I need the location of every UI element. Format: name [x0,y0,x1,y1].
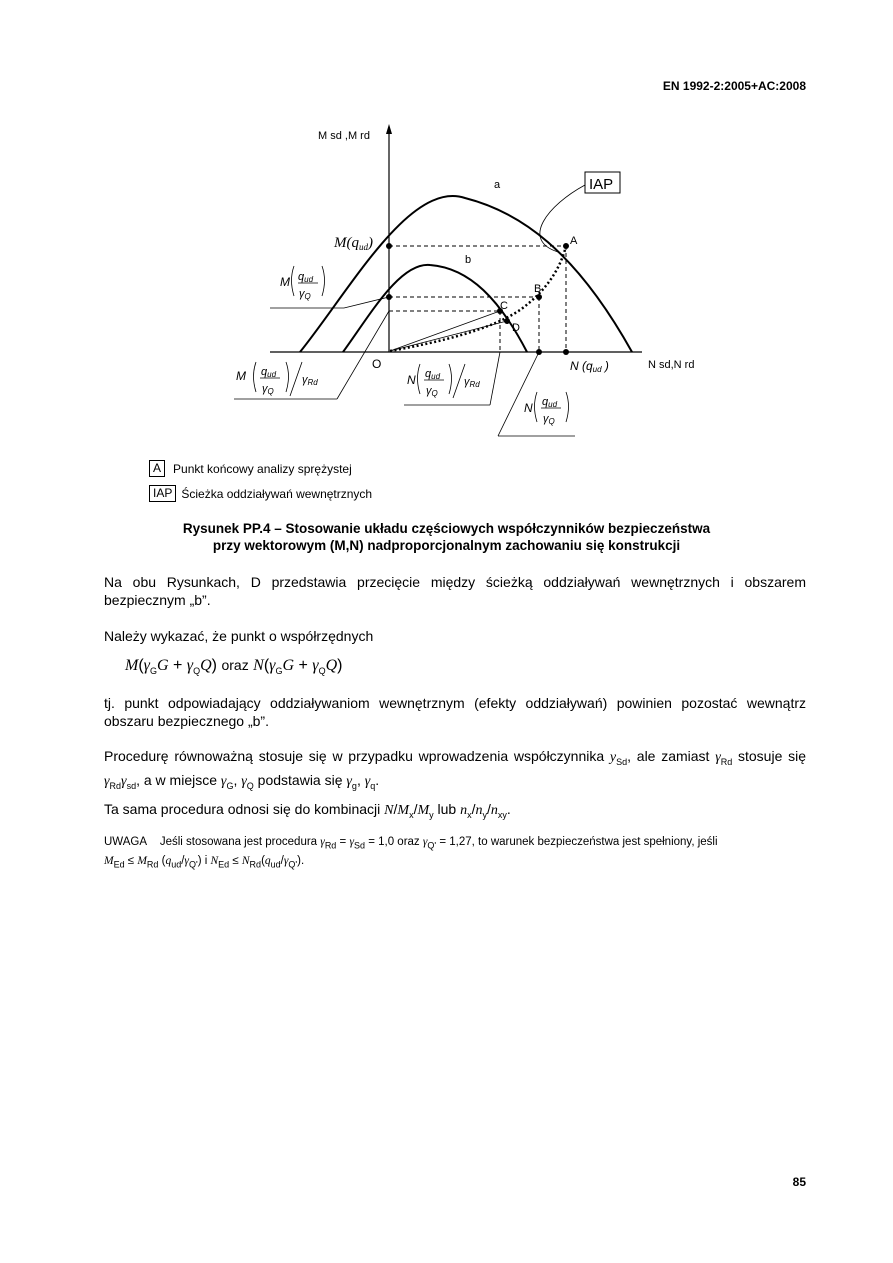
point-c-label: C [500,300,508,312]
interaction-diagram [0,0,893,450]
page-number: 85 [792,1175,806,1189]
svg-text:γQ: γQ [299,288,311,301]
x-axis-label: N sd,N rd [648,359,695,371]
paragraph-1: Na obu Rysunkach, D przedstawia przecięcie między ścieżką oddziaływań wewnętrznych i obszarem bezpiecznym „b”. [104,574,806,608]
paragraph-2: Należy wykazać, że punkt o współrzędnych [104,628,374,644]
svg-text:γRd: γRd [302,374,318,387]
point-b-label: B [534,283,542,295]
svg-text:qud: qud [298,271,314,284]
svg-text:M: M [236,369,246,383]
svg-text:γRd: γRd [464,376,480,389]
paragraph-5: Ta sama procedura odnosi się do kombinacji $N/M_x/M_y$ lub $n_x/n_y/n_{xy}$. [104,801,511,820]
legend-text: Ścieżka oddziaływań wewnętrznych [181,486,373,501]
svg-text:qud: qud [425,368,441,381]
curve-b-label: b [465,254,472,266]
iap-box-label: IAP [589,176,614,193]
legend-key: IAP [149,485,176,502]
svg-text:N: N [524,401,533,415]
point-d [504,318,510,324]
svg-text:γQ: γQ [543,413,555,426]
curve-a [300,196,632,352]
caption-line-1: Rysunek PP.4 – Stosowanie układu częściowych współczynników bezpieczeństwa [182,521,711,536]
document-header: EN 1992-2:2005+AC:2008 [662,79,806,93]
figure-caption [100,520,793,554]
point-axis-a [386,243,392,249]
leader-n-qud-gammaq-2 [498,352,539,436]
point-x-a [563,349,569,355]
label-n-qud-gammaq [524,392,569,426]
ray-to-c [390,311,500,351]
svg-text:qud: qud [261,366,277,379]
note-label: UWAGA [104,836,148,848]
svg-text:γQ: γQ [262,383,274,396]
label-m-qud: $M(q_{ud})$ [334,235,373,252]
point-d-label: D [512,322,520,334]
y-axis-label: M sd ,M rd [318,130,370,142]
svg-text:N: N [407,373,416,387]
label-n-qud-gammaq-gammard [407,364,480,398]
svg-text:γQ: γQ [426,385,438,398]
label-m-qud-gammaq [280,266,325,301]
origin-label: O [372,357,382,371]
legend-item-iap [149,485,372,502]
caption-line-2: przy wektorowym (M,N) nadproporcjonalnym zachowaniu się konstrukcji [212,538,681,553]
curve-a-label: a [494,179,501,191]
paragraph-3: tj. punkt odpowiadający oddziaływaniom wewnętrznym (efekty oddziaływań) powinien pozostać wewnątrz obszaru bezpiecznego „b”. [104,695,806,729]
leader-m-qud-gammaq-2 [344,297,389,308]
label-m-qud-gammaq-gammard [236,362,318,396]
formula: $M(\gamma_GG + \gamma_QQ)$ oraz $N(\gamma_GG + \gamma_QQ)$ [125,657,343,677]
svg-text:M: M [280,275,290,289]
ray-to-d [390,321,507,351]
leader-n-gammard-2 [490,352,500,405]
point-a [563,243,569,249]
paragraph-4: Procedurę równoważną stosuje się w przypadku wprowadzenia współczynnika $y_{Sd}$, ale zamiast $\gamma_{Rd}$ stosuje się $\gamma_{Rd}\gamma_{sd}$, a w miejsce $\gamma_G$, $\gamma_Q$ podstawia się $\gamma_g$, $\gamma_q$. [104,748,807,791]
legend-key: A [149,460,165,477]
svg-text:qud: qud [542,396,558,409]
legend-item-a [149,460,352,477]
legend-text: Punkt końcowy analizy sprężystej [173,461,352,476]
label-n-qud: N (qud ) [570,359,609,374]
y-axis-arrow [386,124,392,134]
note: UWAGA Jeśli stosowana jest procedura $\gamma_{Rd} = \gamma_{Sd} = 1,0$ oraz $\gamma_{Q'} = 1,27$, to warunek bezpieczeństwa jest spełniony, jeśli $M_{Ed} \le M_{Rd}$ $(q_{ud}/\gamma_{Q'})$ i $N_{Ed} \le N_{Rd}(q_{ud}/\gamma_{Q'})$. [104,836,718,870]
point-a-label: A [570,235,578,247]
